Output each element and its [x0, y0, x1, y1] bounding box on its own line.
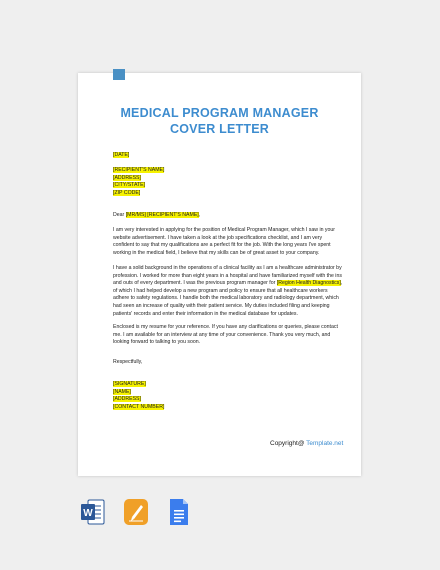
- salutation: Dear [MR/MS] [RECIPIENT'S NAME],: [113, 212, 201, 218]
- address-field: [ADDRESS]: [113, 174, 141, 181]
- name-field: [NAME]: [113, 388, 131, 395]
- word-icon[interactable]: [80, 497, 106, 527]
- employer-placeholder: [Region Health Diagnostics]: [276, 280, 341, 287]
- app-icon-row: [80, 497, 192, 527]
- copyright-footer: Copyright@ Template.net: [270, 440, 344, 447]
- paragraph-2: I have a solid background in the operations of a clinical facility as I am a healthcare administrator by profession. I worked for more than eight years in a hospital and have familiarized myself with the ins and outs of every department. I was the previous program manager for [Region Health Diagnostics], of which I had helped develop a new program and policy to ensure that all healthcare workers adhere to safety regulations. I handle both the medical laboratory and radiology department, which had seen an increase of quality with their patient service. My duties included filing and keeping patients' records and enter their information in the medical database for updates.: [113, 265, 343, 317]
- google-docs-icon[interactable]: [166, 497, 192, 527]
- document-title: [78, 105, 361, 137]
- title-line-2: COVER LETTER: [170, 122, 269, 136]
- sender-address-field: [ADDRESS]: [113, 396, 141, 402]
- pages-icon[interactable]: [123, 497, 149, 527]
- recipient-name-field: [RECIPIENT'S NAME]: [113, 167, 165, 173]
- page-corner-marker: [113, 69, 125, 80]
- paragraph-1: I am very interested in applying for the position of Medical Program Manager, which I saw in your website advertisement. I have taken a look at the job specifications checklist, and I am very confident to say that my qualifications are a perfect fit for the job. With the long years I've spent working in the medical field, I believe that my skills can be of great asset to your company.: [113, 227, 336, 256]
- signature-field: [SIGNATURE]: [113, 381, 146, 387]
- svg-text:W: W: [83, 508, 93, 519]
- closing: Respectfully,: [113, 359, 143, 365]
- contact-number-field: [CONTACT NUMBER]: [113, 403, 165, 410]
- date-field: [DATE]: [113, 152, 130, 158]
- brand-link: Template.net: [306, 440, 344, 447]
- title-line-1: MEDICAL PROGRAM MANAGER: [120, 106, 319, 120]
- zip-field: [ZIP CODE]: [113, 189, 141, 196]
- city-state-field: [CITY/STATE]: [113, 182, 146, 188]
- paragraph-3: Enclosed is my resume for your reference. If you have any clarifications or queries, please contact me. I am available for an interview at any time of your convenience. Thank you very much, and looking forward to talking to you soon.: [113, 324, 338, 346]
